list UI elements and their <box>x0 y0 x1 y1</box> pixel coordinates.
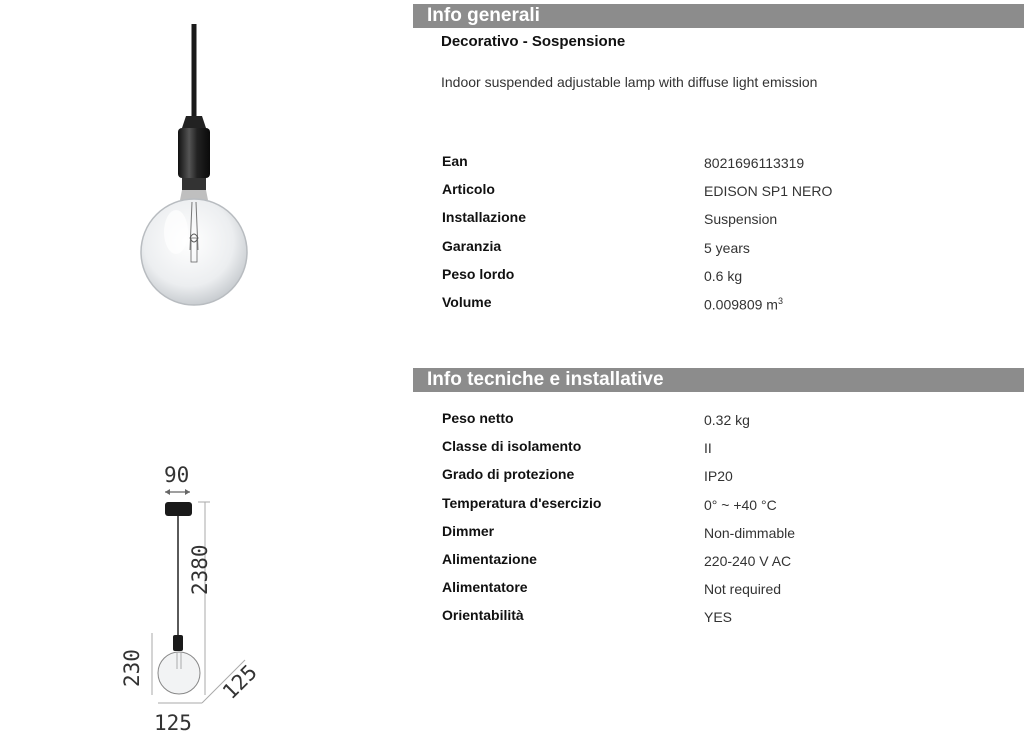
spec-value: Non-dimmable <box>704 524 796 541</box>
spec-label: Alimentatore <box>442 579 528 596</box>
spec-label: Peso lordo <box>442 265 515 282</box>
spec-row-peso-lordo <box>442 266 1002 294</box>
product-photo <box>130 24 250 319</box>
canopy-diameter-label: 90 <box>164 463 190 487</box>
spec-value <box>704 296 783 313</box>
spec-row-alimentazione <box>442 551 1002 579</box>
spec-label: Garanzia <box>442 237 502 254</box>
spec-row-alimentatore <box>442 579 1002 607</box>
spec-value: Suspension <box>704 211 778 228</box>
spec-label: Articolo <box>442 181 495 198</box>
spec-value: 0.6 kg <box>704 267 743 284</box>
product-description: Indoor suspended adjustable lamp with diffuse light emission <box>441 74 818 90</box>
spec-label: Classe di isolamento <box>442 438 582 455</box>
spec-value: EDISON SP1 NERO <box>704 183 833 200</box>
spec-row-orientabilita <box>442 607 1002 635</box>
spec-value: II <box>704 440 712 457</box>
spec-value: IP20 <box>704 468 733 485</box>
spec-value: Not required <box>704 581 782 598</box>
spec-value: 8021696113319 <box>704 155 805 171</box>
spec-row-garanzia <box>442 238 1002 266</box>
spec-row-installazione <box>442 209 1002 237</box>
spec-value: 220-240 V AC <box>704 552 792 569</box>
spec-label: Installazione <box>442 209 527 226</box>
volume-unit-exponent: 3 <box>777 295 783 306</box>
spec-label: Grado di protezione <box>442 466 575 483</box>
spec-row-grado-protezione <box>442 466 1002 494</box>
bulb-height-label: 230 <box>120 649 144 687</box>
spec-label: Volume <box>442 293 492 310</box>
spec-value: YES <box>704 609 733 626</box>
spec-label: Ean <box>442 153 468 169</box>
spec-row-peso-netto <box>442 410 1002 438</box>
spec-row-volume <box>442 294 1002 322</box>
technical-spec-table <box>442 410 1002 636</box>
bulb-depth-label: 125 <box>218 660 262 704</box>
section-title-general: Info generali <box>413 4 1024 28</box>
spec-row-articolo <box>442 181 1002 209</box>
spec-label: Alimentazione <box>442 550 537 567</box>
spec-value: 5 years <box>704 239 750 256</box>
bulb-width-label: 125 <box>154 711 192 735</box>
section-title-technical: Info tecniche e installative <box>413 368 1024 392</box>
volume-number: 0.009809 m <box>704 296 778 313</box>
spec-row-dimmer <box>442 523 1002 551</box>
spec-row-ean <box>442 153 1002 181</box>
general-spec-table <box>442 153 1002 322</box>
spec-row-classe-isolamento <box>442 438 1002 466</box>
spec-label: Orientabilità <box>442 607 524 624</box>
dimension-drawing <box>110 455 270 740</box>
spec-label: Temperatura d'esercizio <box>442 494 602 511</box>
spec-value: 0.32 kg <box>704 412 750 428</box>
spec-value: 0° ~ +40 °C <box>704 496 777 513</box>
total-height-label: 2380 <box>188 544 212 595</box>
spec-row-temperatura <box>442 495 1002 523</box>
spec-label: Dimmer <box>442 522 495 539</box>
product-category: Decorativo - Sospensione <box>441 33 626 50</box>
spec-label: Peso netto <box>442 410 514 426</box>
